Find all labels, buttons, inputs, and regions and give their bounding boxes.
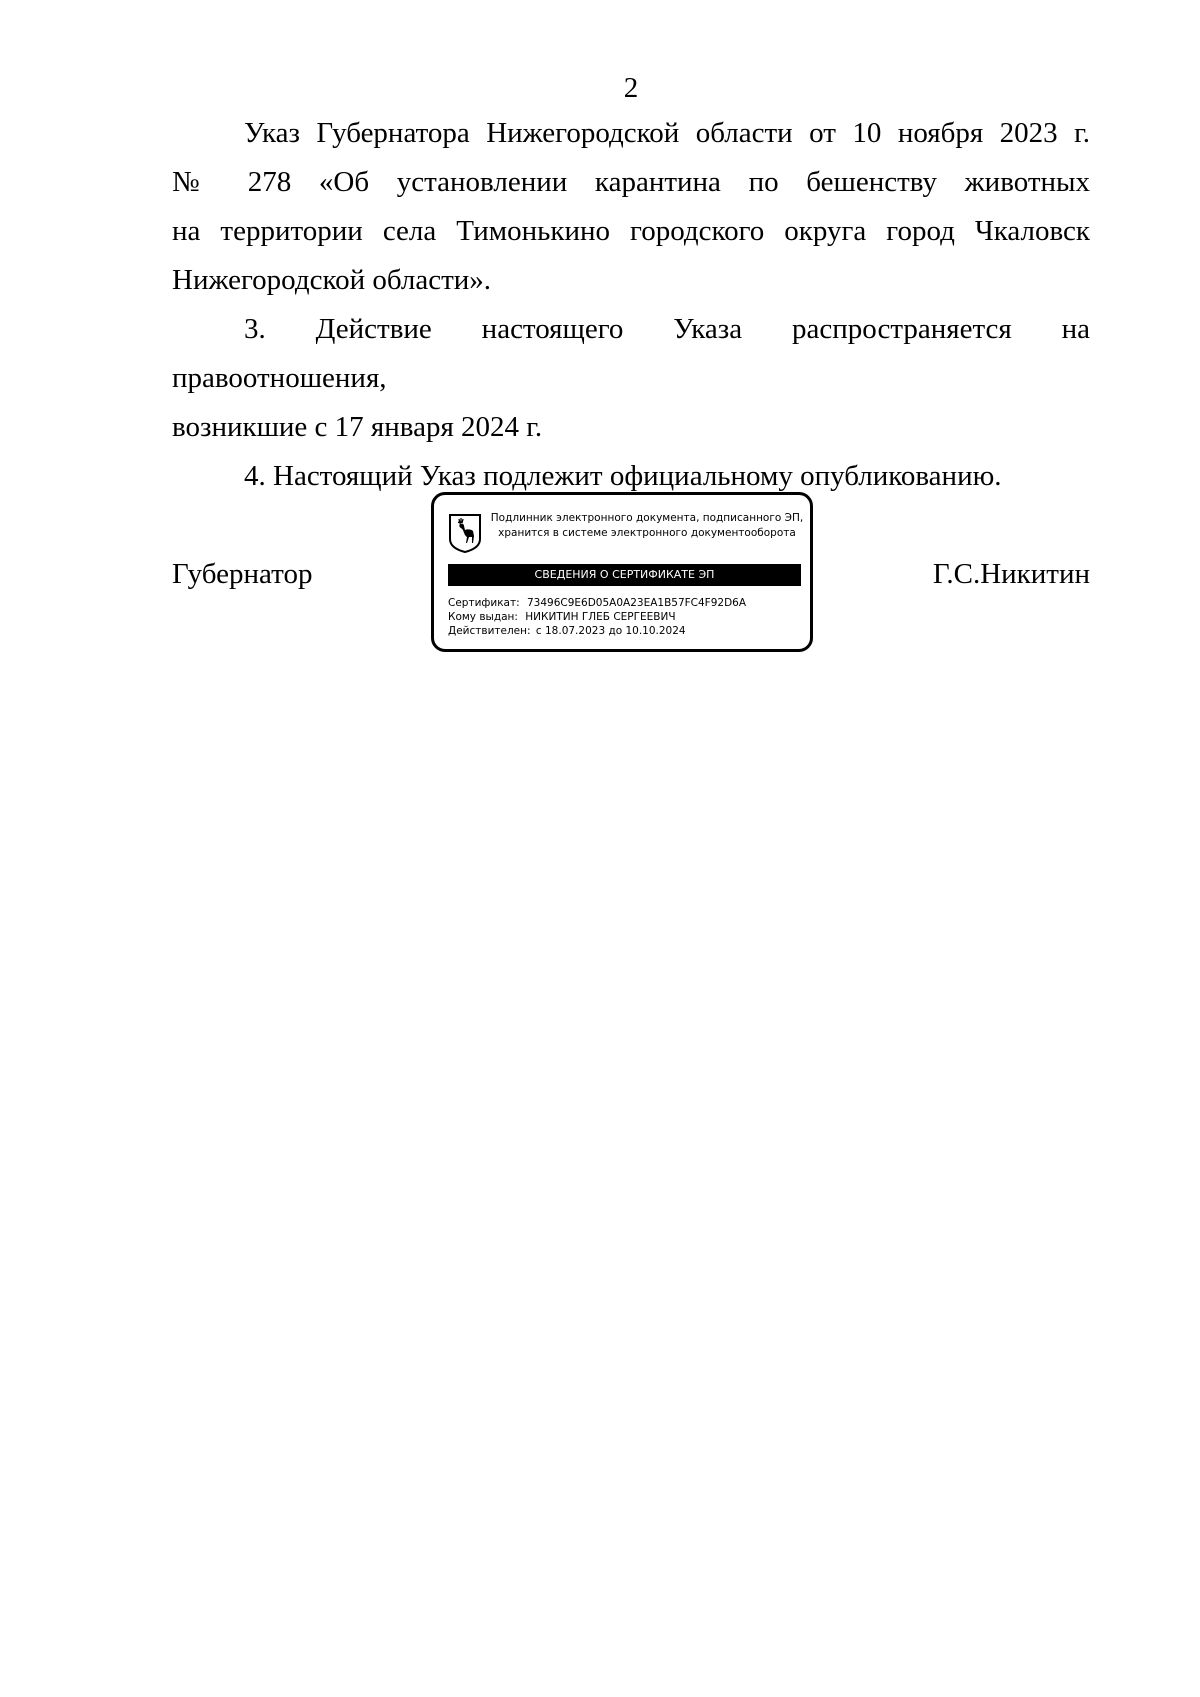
nizhny-novgorod-deer-emblem-icon: [448, 513, 482, 553]
page-number: 2: [623, 72, 639, 104]
paragraph-decree-reference: [172, 109, 1090, 305]
issued-to-label: Кому выдан:: [448, 611, 518, 623]
document-body: [172, 109, 1090, 501]
issued-to-value: НИКИТИН ГЛЕБ СЕРГЕЕВИЧ: [525, 611, 676, 623]
issued-to-row: [448, 610, 746, 624]
certificate-info-band: СВЕДЕНИЯ О СЕРТИФИКАТЕ ЭП: [448, 564, 801, 586]
paragraph-line: Нижегородской области».: [172, 264, 492, 296]
paragraph-line: 3. Действие настоящего Указа распространяется на правоотношения,: [172, 313, 1090, 394]
paragraph-line: 4. Настоящий Указ подлежит официальному опубликованию.: [244, 460, 1002, 492]
certificate-label: Сертификат:: [448, 597, 520, 609]
validity-label: Действителен:: [448, 625, 531, 637]
certificate-details: [448, 596, 746, 638]
paragraph-clause-3: [172, 305, 1090, 452]
validity-row: [448, 624, 746, 638]
paragraph-line: на территории села Тимонькино городского округа город Чкаловск: [172, 215, 1090, 247]
signatory-position: Губернатор: [172, 558, 313, 590]
signatory-name: Г.С.Никитин: [932, 558, 1090, 590]
stamp-header-line: Подлинник электронного документа, подписанного ЭП,: [490, 512, 804, 524]
paragraph-line: № 278 «Об установлении карантина по бешенству животных: [172, 166, 1090, 198]
e-signature-stamp: [431, 492, 813, 652]
stamp-header: [490, 511, 804, 541]
stamp-header-line: хранится в системе электронного документооборота: [498, 527, 796, 539]
paragraph-line: возникшие с 17 января 2024 г.: [172, 411, 543, 443]
validity-value: с 18.07.2023 до 10.10.2024: [535, 625, 686, 637]
certificate-value: 73496C9E6D05A0A23EA1B57FC4F92D6A: [526, 597, 747, 609]
paragraph-line: Указ Губернатора Нижегородской области от 10 ноября 2023 г.: [244, 117, 1090, 149]
certificate-row: [448, 596, 746, 610]
